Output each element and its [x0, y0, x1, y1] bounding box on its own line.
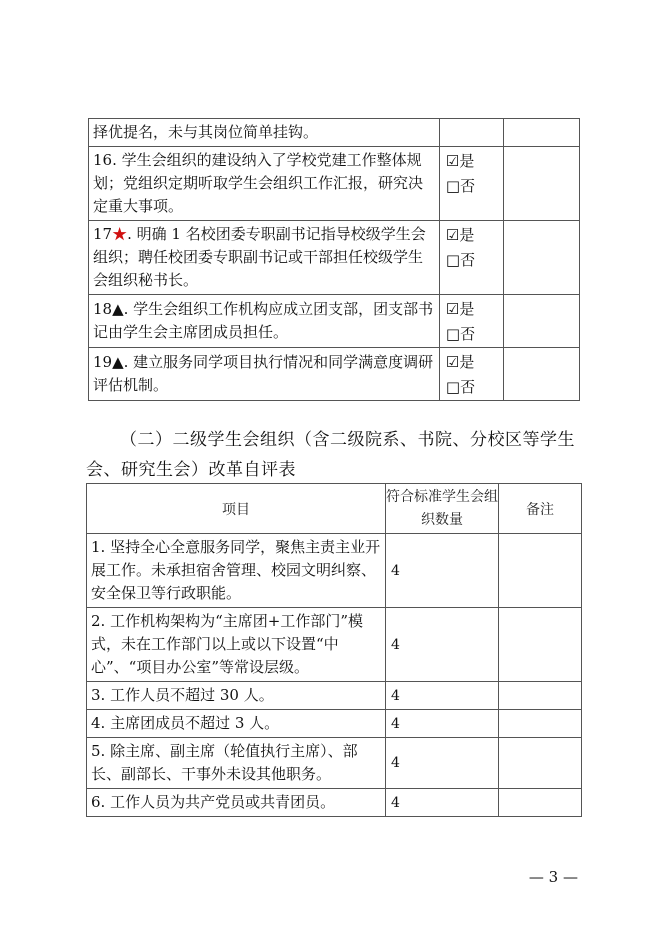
- remark-cell: [499, 608, 582, 682]
- item-text: 4. 主席团成员不超过 3 人。: [87, 710, 386, 738]
- table-row: [87, 534, 582, 608]
- section-heading-line2: 会、研究生会）改革自评表: [86, 460, 296, 480]
- item-description: 学生会组织的建设纳入了学校党建工作整体规划；党组织定期听取学生会组织工作汇报，研究决定重大事项。: [93, 151, 424, 215]
- table-row: [87, 710, 582, 738]
- section-heading-line1: （二）二级学生会组织（含二级院系、书院、分校区等学生: [120, 430, 575, 450]
- remark-cell: [503, 221, 580, 295]
- table-row: [89, 295, 580, 348]
- remark-cell: [499, 710, 582, 738]
- compliance-cell: [439, 221, 503, 295]
- table-row: [87, 738, 582, 789]
- item-text: 6. 工作人员为共产党员或共青团员。: [87, 789, 386, 817]
- count-cell: 4: [386, 534, 499, 608]
- remark-cell: [503, 295, 580, 348]
- table-row: [89, 147, 580, 221]
- count-cell: 4: [386, 682, 499, 710]
- item-number: 17: [93, 225, 113, 243]
- item-description: . 学生会组织工作机构应成立团支部，团支部书记由学生会主席团成员担任。: [93, 300, 434, 341]
- yes-checkbox[interactable]: ☑是: [445, 300, 475, 318]
- item-text: [89, 221, 440, 295]
- item-text: [89, 147, 440, 221]
- count-cell: 4: [386, 738, 499, 789]
- remark-cell: [499, 738, 582, 789]
- self-evaluation-table-secondary: [86, 483, 582, 817]
- item-text: [89, 348, 440, 401]
- no-checkbox[interactable]: □否: [445, 251, 476, 269]
- table-row: [87, 608, 582, 682]
- item-text: 择优提名，未与其岗位简单挂钩。: [89, 119, 440, 147]
- header-item: 项目: [87, 484, 386, 534]
- table-row: [89, 348, 580, 401]
- item-text: 3. 工作人员不超过 30 人。: [87, 682, 386, 710]
- item-number: 16.: [93, 151, 117, 169]
- remark-cell: [499, 789, 582, 817]
- count-cell: 4: [386, 608, 499, 682]
- remark-cell: [503, 348, 580, 401]
- compliance-cell: [439, 119, 503, 147]
- section-heading: [86, 425, 582, 485]
- table-header-row: [87, 484, 582, 534]
- compliance-cell: [439, 147, 503, 221]
- item-number: 19▲: [93, 353, 124, 371]
- page-number: — 3 —: [528, 868, 578, 886]
- no-checkbox[interactable]: □否: [445, 325, 476, 343]
- item-text: 5. 除主席、副主席（轮值执行主席）、部长、副部长、干事外未设其他职务。: [87, 738, 386, 789]
- item-number: 18▲: [93, 300, 124, 318]
- header-remark: 备注: [499, 484, 582, 534]
- compliance-cell: [439, 295, 503, 348]
- count-cell: 4: [386, 789, 499, 817]
- yes-checkbox[interactable]: ☑是: [445, 353, 475, 371]
- item-description: . 明确 1 名校团委专职副书记指导校级学生会组织；聘任校团委专职副书记或干部担任校级学生会组织秘书长。: [93, 225, 426, 289]
- remark-cell: [499, 534, 582, 608]
- table-row: [87, 789, 582, 817]
- remark-cell: [503, 119, 580, 147]
- remark-cell: [503, 147, 580, 221]
- self-evaluation-table-school: [88, 118, 580, 401]
- star-mark: ★: [112, 225, 128, 243]
- no-checkbox[interactable]: □否: [445, 177, 476, 195]
- table-row: [89, 119, 580, 147]
- yes-checkbox[interactable]: ☑是: [445, 226, 475, 244]
- table-row: [87, 682, 582, 710]
- no-checkbox[interactable]: □否: [445, 378, 476, 396]
- compliance-cell: [439, 348, 503, 401]
- table-row: [89, 221, 580, 295]
- header-count: 符合标准学生会组织数量: [386, 484, 499, 534]
- yes-checkbox[interactable]: ☑是: [445, 152, 475, 170]
- count-cell: 4: [386, 710, 499, 738]
- item-text: 2. 工作机构架构为“主席团+工作部门”模式，未在工作部门以上或以下设置“中心”、“项目办公室”等常设层级。: [87, 608, 386, 682]
- item-text: [89, 295, 440, 348]
- item-text: 1. 坚持全心全意服务同学，聚焦主责主业开展工作。未承担宿舍管理、校园文明纠察、安全保卫等行政职能。: [87, 534, 386, 608]
- remark-cell: [499, 682, 582, 710]
- item-description: . 建立服务同学项目执行情况和同学满意度调研评估机制。: [93, 353, 434, 394]
